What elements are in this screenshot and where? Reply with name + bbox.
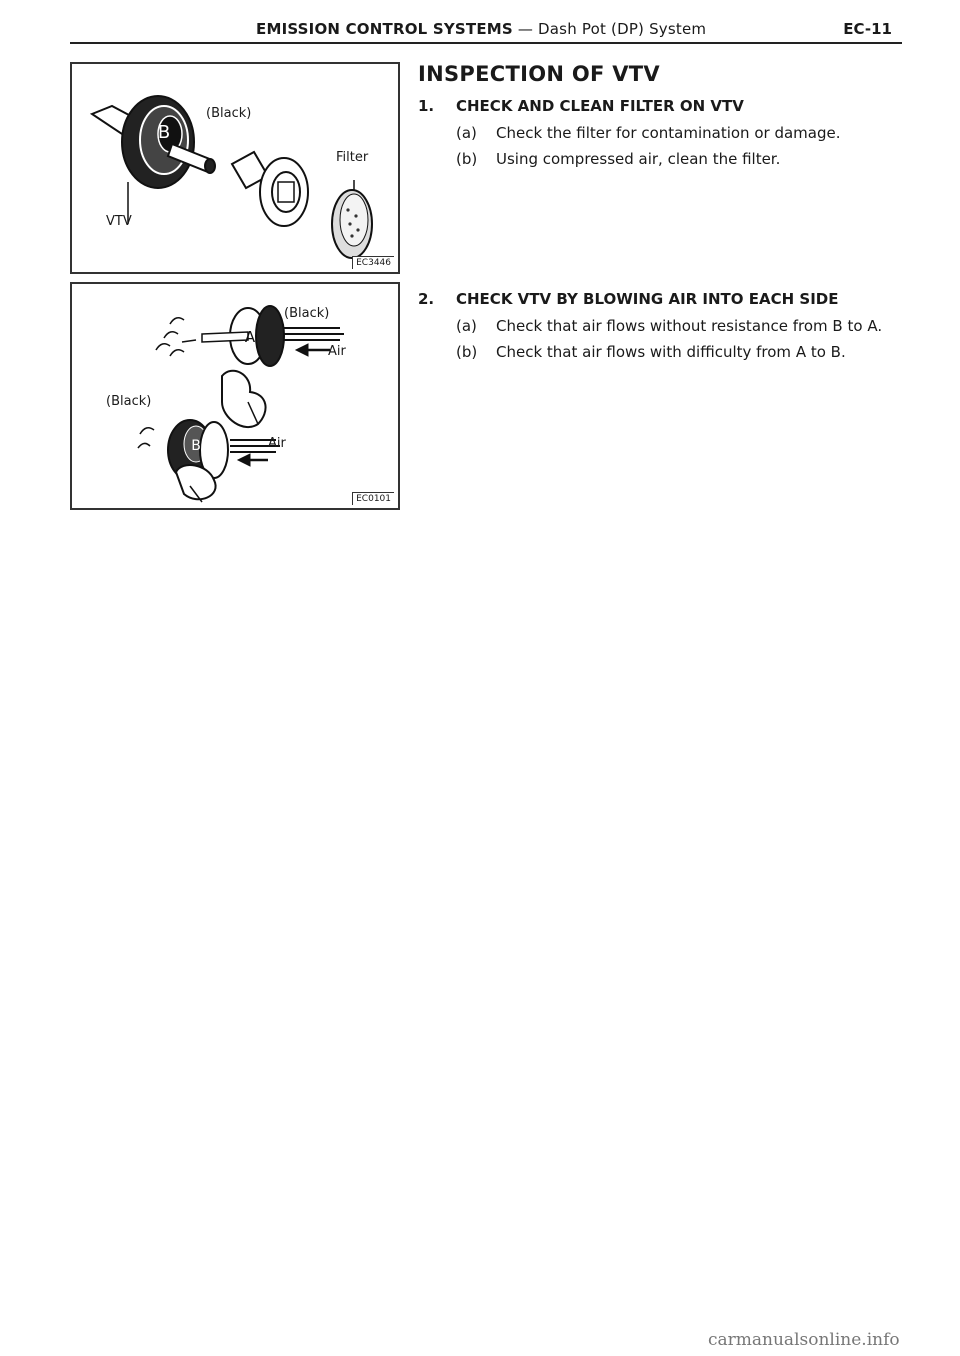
vtv-body-drawing: [92, 96, 215, 224]
figure2-label-black-top: (Black): [284, 306, 330, 321]
step-2a-mark: (a): [456, 317, 477, 335]
step-1a: [456, 124, 840, 142]
figure1-label-black: (Black): [206, 106, 252, 121]
bottom-vtv-port-b-letter: B: [191, 438, 201, 454]
vtv-port-b-letter: B: [157, 122, 171, 143]
top-vtv-port-a-letter: A: [244, 328, 256, 346]
figure-vtv-filter: [70, 62, 400, 274]
step-1b-mark: (b): [456, 150, 478, 168]
filter-element-drawing: [332, 180, 372, 258]
header-title-bold: EMISSION CONTROL SYSTEMS: [256, 20, 513, 38]
step-1-number: 1.: [418, 97, 435, 115]
top-air-outflow-icon: [156, 318, 196, 356]
page-number: EC-11: [843, 20, 892, 38]
bottom-vtv-drawing: [168, 420, 228, 502]
filter-cap-drawing: [232, 152, 308, 226]
section-title: INSPECTION OF VTV: [418, 62, 660, 86]
step-1b-text: Using compressed air, clean the filter.: [496, 150, 781, 168]
figure1-label-filter: Filter: [336, 150, 369, 165]
figure2-label-black-bottom: (Black): [106, 394, 152, 409]
figure-blowing-air: [70, 282, 400, 510]
figure2-label-air-bottom: Air: [268, 436, 286, 451]
figure1-code: EC3446: [352, 256, 394, 269]
step-2a-text: Check that air flows without resistance from B to A.: [496, 317, 883, 335]
header-title: [256, 20, 706, 38]
step-1-text: CHECK AND CLEAN FILTER ON VTV: [456, 97, 744, 115]
page-header: [70, 18, 902, 44]
step-2b: [456, 343, 846, 361]
step-2-number: 2.: [418, 290, 435, 308]
watermark-text: carmanualsonline.info: [708, 1330, 900, 1350]
bottom-air-outflow-icon: [138, 428, 154, 448]
figure1-label-vtv: VTV: [106, 214, 132, 229]
step-1a-text: Check the filter for contamination or damage.: [496, 124, 841, 142]
header-title-rest: — Dash Pot (DP) System: [512, 20, 707, 38]
step-2-heading: [418, 290, 838, 308]
step-1a-mark: (a): [456, 124, 477, 142]
step-2b-text: Check that air flows with difficulty from A to B.: [496, 343, 846, 361]
step-1b: [456, 150, 780, 168]
figure2-label-air-top: Air: [328, 344, 346, 359]
top-vtv-drawing: [202, 306, 284, 427]
step-1-heading: [418, 97, 744, 115]
step-2-text: CHECK VTV BY BLOWING AIR INTO EACH SIDE: [456, 290, 839, 308]
step-2b-mark: (b): [456, 343, 478, 361]
figure2-code: EC0101: [352, 492, 394, 505]
vtv-filter-illustration: [72, 64, 398, 272]
step-2a: [456, 317, 882, 335]
